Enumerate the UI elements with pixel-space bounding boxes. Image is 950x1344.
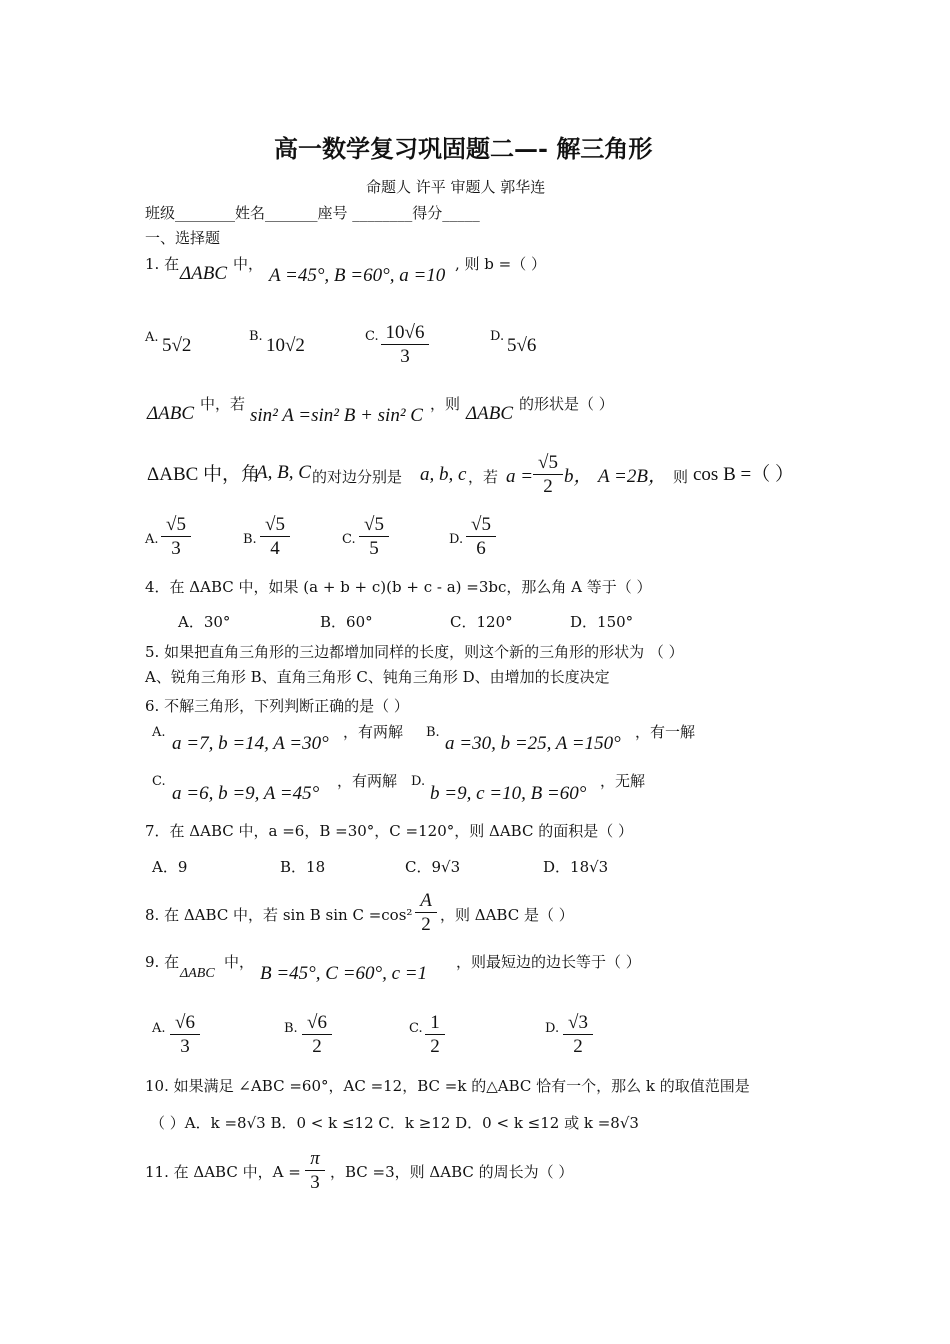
q2-tail2: 的形状是（ ） [519, 395, 614, 413]
q1-option-b-value: 10√2 [266, 335, 305, 356]
q3-rhs: b， [564, 466, 593, 487]
q2-mid: 中，若 [200, 395, 246, 413]
q6-text: 6. 不解三角形，下列判断正确的是（ ） [145, 697, 409, 715]
q10-line1: 10. 如果满足 ∠ABC =60°，AC =12，BC =k 的△ABC 恰有一个，那么 k 的取值范围是 [145, 1077, 750, 1095]
q8-text2: ，则 ΔABC 是（ ） [440, 906, 574, 924]
q3-option-c-den: 5 [369, 538, 379, 559]
q8-frac-den: 2 [421, 914, 431, 935]
q11-fraction [305, 1148, 325, 1195]
q3-option-a-den: 3 [171, 538, 181, 559]
q9-option-a-den: 3 [180, 1036, 190, 1057]
q6-option-b-tail: ，有一解 [635, 723, 696, 741]
q3-option-d-num: √5 [466, 514, 496, 537]
page-title: 高一数学复习巩固题二—- 解三角形 [274, 134, 653, 163]
q3-cond2: A =2B， [598, 466, 667, 487]
q10-line2: （ ）A．k =8√3 B．0 < k ≤12 C．k ≥12 D．0 < k ≤12 或 k =8√3 [150, 1114, 639, 1132]
q6-option-b-label: B. [426, 725, 440, 740]
q2-triangle: ΔABC [147, 403, 195, 424]
q5-text: 5. 如果把直角三角形的三边都增加同样的长度，则这个新的三角形的形状为 （ ） [145, 643, 684, 661]
q3-text4: 则 [673, 468, 689, 486]
q7-option-a: A．9 [152, 858, 188, 876]
q9-option-c-num: 1 [425, 1012, 445, 1035]
q2-tail1: ，则 [430, 395, 461, 413]
q4-option-d: D．150° [570, 613, 634, 631]
q3-option-d-label: D. [449, 532, 464, 547]
q3-lhs: a = [506, 466, 534, 487]
q3-sides: a, b, c [420, 464, 467, 485]
q1-mid: 中， [233, 255, 264, 273]
q6-option-a-cond: a =7, b =14, A =30° [172, 733, 329, 754]
q1-triangle: ΔABC [180, 263, 228, 284]
q11-frac-den: 3 [310, 1172, 320, 1193]
q3-option-c-fraction [359, 514, 389, 561]
q9-option-d-fraction [563, 1012, 593, 1059]
q1-option-b-label: B. [249, 329, 263, 344]
q3-frac-den: 2 [543, 476, 553, 497]
q9-option-b-label: B. [284, 1021, 298, 1036]
q9-option-a-label: A. [152, 1021, 166, 1036]
q4-option-a: A．30° [178, 613, 231, 631]
q1-condition: A =45°, B =60°, a =10 [269, 265, 446, 286]
q3-ask: cos B =（ ） [693, 464, 794, 485]
q3-text2: 的对边分别是 [312, 468, 403, 486]
q6-option-d-tail: ，无解 [600, 772, 646, 790]
q11-text1: 11. 在 ΔABC 中，A = [145, 1163, 301, 1181]
q9-option-c-fraction [425, 1012, 445, 1059]
q6-option-c-label: C. [152, 774, 166, 789]
q6-option-c-cond: a =6, b =9, A =45° [172, 783, 320, 804]
q5-options: A、锐角三角形 B、直角三角形 C、钝角三角形 D、由增加的长度决定 [145, 668, 610, 686]
q3-option-b-fraction [260, 514, 290, 561]
q11-text2: ，BC =3，则 ΔABC 的周长为（ ） [330, 1163, 574, 1181]
q1-tail: , 则 b =（ ） [455, 255, 547, 273]
q9-mid: 中， [224, 953, 255, 971]
q7-text: 7．在 ΔABC 中，a =6，B =30°，C =120°，则 ΔABC 的面积是（ ） [145, 822, 633, 840]
q9-option-d-label: D. [545, 1021, 560, 1036]
q9-option-b-fraction [302, 1012, 332, 1059]
q9-prefix: 9. 在 [145, 953, 180, 971]
q6-option-c-tail: ，有两解 [337, 772, 398, 790]
q9-option-c-label: C. [409, 1021, 423, 1036]
q1-option-d-label: D. [490, 329, 505, 344]
q7-option-b: B．18 [280, 858, 326, 876]
q7-option-c: C．9√3 [405, 858, 461, 876]
q3-option-a-label: A. [145, 532, 159, 547]
q3-text3: ，若 [468, 468, 499, 486]
q3-option-a-fraction [161, 514, 191, 561]
q11-frac-num: π [305, 1148, 325, 1171]
q9-option-b-den: 2 [312, 1036, 322, 1057]
q1-option-d-value: 5√6 [507, 335, 537, 356]
q3-option-b-num: √5 [260, 514, 290, 537]
q7-option-d: D．18√3 [543, 858, 609, 876]
q3-text1: ΔABC 中，角 [147, 464, 261, 485]
q1-prefix: 1. 在 [145, 255, 180, 273]
section-heading: 一、选择题 [145, 229, 221, 247]
q1-option-a-value: 5√2 [162, 335, 192, 356]
q3-option-a-num: √5 [161, 514, 191, 537]
q3-option-b-den: 4 [270, 538, 280, 559]
q6-option-a-label: A. [152, 725, 166, 740]
q6-option-b-cond: a =30, b =25, A =150° [445, 733, 621, 754]
q4-option-c: C．120° [450, 613, 513, 631]
q3-option-c-label: C. [342, 532, 356, 547]
q3-angles: A, B, C [256, 462, 311, 483]
q9-option-c-den: 2 [430, 1036, 440, 1057]
student-info-line: 班级________姓名_______座号 ________得分_____ [145, 204, 480, 222]
q9-condition: B =45°, C =60°, c =1 [260, 963, 428, 984]
q1-option-a-label: A. [145, 330, 159, 345]
q9-triangle: ΔABC [180, 966, 215, 981]
q8-text1: 8. 在 ΔABC 中，若 sin B sin C =cos² [145, 906, 413, 924]
q3-fraction [533, 452, 563, 499]
q1-option-c-num: 10√6 [381, 322, 429, 345]
q8-frac-num: A [415, 890, 437, 913]
q9-option-a-num: √6 [170, 1012, 200, 1035]
authors-line: 命题人 许平 审题人 郭华连 [366, 178, 546, 196]
q6-option-d-label: D. [411, 774, 426, 789]
q3-frac-num: √5 [533, 452, 563, 475]
q2-triangle-2: ΔABC [466, 403, 514, 424]
q1-option-c-den: 3 [400, 346, 410, 367]
q2-condition: sin² A =sin² B + sin² C [250, 405, 423, 426]
q4-option-b: B．60° [320, 613, 373, 631]
q3-option-d-fraction [466, 514, 496, 561]
q1-option-c-fraction [381, 322, 429, 369]
q9-tail: ，则最短边的边长等于（ ） [456, 953, 641, 971]
q8-fraction [415, 890, 437, 937]
q3-option-d-den: 6 [476, 538, 486, 559]
q6-option-a-tail: ，有两解 [343, 723, 404, 741]
q3-option-c-num: √5 [359, 514, 389, 537]
q3-option-b-label: B. [243, 532, 257, 547]
q9-option-a-fraction [170, 1012, 200, 1059]
q9-option-d-num: √3 [563, 1012, 593, 1035]
q1-option-c-label: C. [365, 329, 379, 344]
q4-text: 4．在 ΔABC 中，如果 (a + b + c)(b + c - a) =3bc，那么角 A 等于（ ） [145, 578, 652, 596]
q9-option-d-den: 2 [573, 1036, 583, 1057]
q6-option-d-cond: b =9, c =10, B =60° [430, 783, 587, 804]
q9-option-b-num: √6 [302, 1012, 332, 1035]
